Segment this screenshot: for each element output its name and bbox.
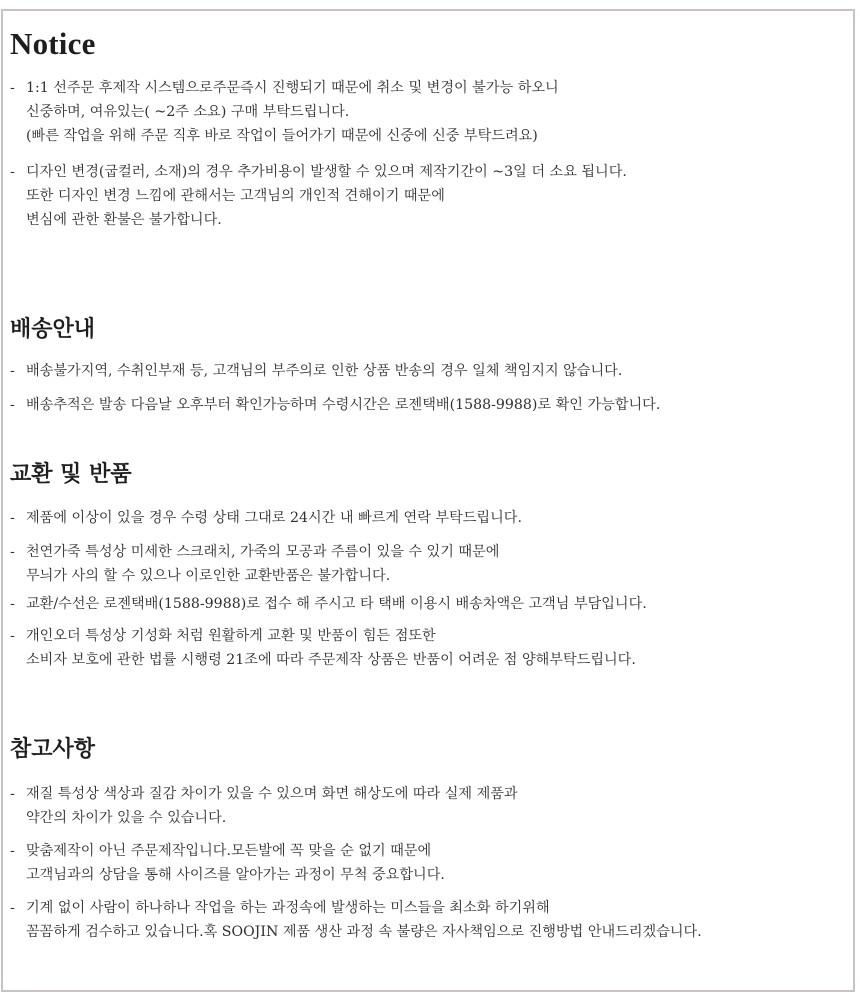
item-line: 변심에 관한 환불은 불가합니다. — [26, 212, 222, 228]
shipping-section — [10, 318, 854, 417]
list-item: - 기계 없이 사람이 하나하나 작업을 하는 과정속에 발생하는 미스들을 최소화 하기위해 꼼꼼하게 검수하고 있습니다.혹 SOOJIN 제품 생산 과정 속 불량은 자사책임으로 진행방법 안내드리겠습니다. — [10, 896, 854, 944]
list-item: - 배송추적은 발송 다음날 오후부터 확인가능하며 수령시간은 로젠택배(1588-9988)로 확인 가능합니다. — [10, 393, 854, 417]
item-line: 천연가죽 특성상 미세한 스크래치, 가죽의 모공과 주름이 있을 수 있기 때문에 — [26, 544, 500, 560]
item-line: 배송추적은 발송 다음날 오후부터 확인가능하며 수령시간은 로젠택배(1588-9988)로 확인 가능합니다. — [26, 397, 661, 413]
item-line: 배송불가지역, 수취인부재 등, 고객님의 부주의로 인한 상품 반송의 경우 일체 책임지지 않습니다. — [26, 363, 623, 379]
reference-section — [10, 738, 854, 944]
notice-section — [10, 28, 854, 232]
item-line: 맞춤제작이 아닌 주문제작입니다.모든발에 꼭 맞을 순 없기 때문에 — [26, 843, 432, 859]
exchange-section — [10, 463, 854, 672]
item-line: 제품에 이상이 있을 경우 수령 상태 그대로 24시간 내 빠르게 연락 부탁드립니다. — [26, 510, 522, 526]
item-line: 고객님과의 상담을 통해 사이즈를 알아가는 과정이 무척 중요합니다. — [26, 867, 445, 883]
item-line: (빠른 작업을 위해 주문 직후 바로 작업이 들어가기 때문에 신중에 신중 부탁드려요) — [26, 128, 538, 144]
reference-list — [10, 782, 854, 944]
item-line: 교환/수선은 로젠택배(1588-9988)로 접수 해 주시고 타 택배 이용시 배송차액은 고객님 부담입니다. — [26, 596, 647, 612]
list-item: - 배송불가지역, 수취인부재 등, 고객님의 부주의로 인한 상품 반송의 경우 일체 책임지지 않습니다. — [10, 359, 854, 383]
item-line: 또한 디자인 변경 느낌에 관해서는 고객님의 개인적 견해이기 때문에 — [26, 188, 445, 204]
notice-list — [10, 76, 854, 232]
list-item: - 개인오더 특성상 기성화 처럼 원활하게 교환 및 반품이 힘든 점또한 소비자 보호에 관한 법률 시행령 21조에 따라 주문제작 상품은 반품이 어려운 점 양해부탁드립니다. — [10, 624, 854, 672]
section-title: 배송안내 — [10, 316, 96, 342]
section-title: Notice — [10, 26, 96, 61]
exchange-list — [10, 506, 854, 672]
item-line: 무늬가 사의 할 수 있으나 이로인한 교환반품은 불가합니다. — [26, 568, 391, 584]
list-item: - 맞춤제작이 아닌 주문제작입니다.모든발에 꼭 맞을 순 없기 때문에 고객님과의 상담을 통해 사이즈를 알아가는 과정이 무척 중요합니다. — [10, 839, 854, 887]
list-item: - 제품에 이상이 있을 경우 수령 상태 그대로 24시간 내 빠르게 연락 부탁드립니다. — [10, 506, 854, 530]
item-line: 개인오더 특성상 기성화 처럼 원활하게 교환 및 반품이 힘든 점또한 — [26, 628, 436, 644]
item-line: 1:1 선주문 후제작 시스템으로주문즉시 진행되기 때문에 취소 및 변경이 불가능 하오니 — [26, 80, 559, 96]
list-item: - 재질 특성상 색상과 질감 차이가 있을 수 있으며 화면 해상도에 따라 실제 제품과 약간의 차이가 있을 수 있습니다. — [10, 782, 854, 830]
item-line: 꼼꼼하게 검수하고 있습니다.혹 SOOJIN 제품 생산 과정 속 불량은 자사책임으로 진행방법 안내드리겠습니다. — [26, 924, 702, 940]
item-line: 디자인 변경(굽컬러, 소재)의 경우 추가비용이 발생할 수 있으며 제작기간이 ~3일 더 소요 됩니다. — [26, 164, 627, 180]
list-item: - 천연가죽 특성상 미세한 스크래치, 가죽의 모공과 주름이 있을 수 있기 때문에 무늬가 사의 할 수 있으나 이로인한 교환반품은 불가합니다. — [10, 540, 854, 588]
item-line: 신중하며, 여유있는( ~2주 소요) 구매 부탁드립니다. — [26, 104, 350, 120]
item-line: 재질 특성상 색상과 질감 차이가 있을 수 있으며 화면 해상도에 따라 실제 제품과 — [26, 786, 518, 802]
list-item: - 교환/수선은 로젠택배(1588-9988)로 접수 해 주시고 타 택배 이용시 배송차액은 고객님 부담입니다. — [10, 592, 854, 616]
list-item: - 1:1 선주문 후제작 시스템으로주문즉시 진행되기 때문에 취소 및 변경이 불가능 하오니 신중하며, 여유있는( ~2주 소요) 구매 부탁드립니다. (빠른 작업을 위해 주문 직후 바로 작업이 들어가기 때문에 신중에 신중 부탁드려요) — [10, 76, 854, 148]
shipping-list — [10, 359, 854, 417]
item-line: 소비자 보호에 관한 법률 시행령 21조에 따라 주문제작 상품은 반품이 어려운 점 양해부탁드립니다. — [26, 652, 636, 668]
section-title: 교환 및 반품 — [10, 461, 132, 487]
list-item: - 디자인 변경(굽컬러, 소재)의 경우 추가비용이 발생할 수 있으며 제작기간이 ~3일 더 소요 됩니다. 또한 디자인 변경 느낌에 관해서는 고객님의 개인적 견해이기 때문에 변심에 관한 환불은 불가합니다. — [10, 160, 854, 232]
item-line: 약간의 차이가 있을 수 있습니다. — [26, 810, 227, 826]
item-line: 기계 없이 사람이 하나하나 작업을 하는 과정속에 발생하는 미스들을 최소화 하기위해 — [26, 900, 550, 916]
section-title: 참고사항 — [10, 736, 96, 762]
